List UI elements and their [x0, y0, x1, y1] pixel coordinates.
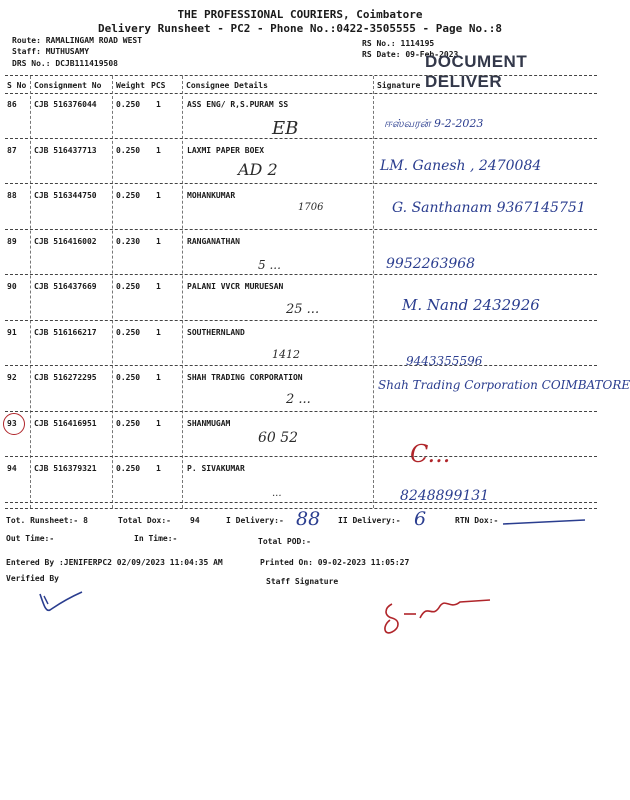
col-consignment: Consignment No — [34, 81, 102, 90]
col-divider — [182, 76, 183, 508]
row-consignee: RANGANATHAN — [187, 236, 240, 246]
row-handwritten-note: ... — [272, 488, 282, 499]
page-title: THE PROFESSIONAL COURIERS, Coimbatore — [177, 8, 423, 21]
row-pcs: 1 — [156, 236, 161, 246]
row-handwritten-note: EB — [272, 118, 299, 139]
row-consignment-no: CJB 516437669 — [34, 282, 97, 291]
row-handwritten-note: 60 52 — [258, 430, 299, 446]
row-pcs: 1 — [156, 191, 161, 200]
row-weight: 0.230 — [116, 236, 141, 246]
col-pcs: PCS — [151, 81, 166, 90]
row-consignment-no: CJB 516344750 — [34, 191, 97, 200]
col-divider — [30, 76, 31, 508]
row-consignee: SHANMUGAM — [187, 418, 231, 428]
out-time-label: Out Time:- — [6, 534, 55, 543]
row-pcs: 1 — [156, 282, 161, 291]
col-divider — [373, 76, 374, 508]
row-weight: 0.250 — [116, 418, 141, 428]
printed-on: Printed On: 09-02-2023 11:05:27 — [260, 558, 410, 567]
row-sno: 86 — [7, 100, 17, 109]
table-header-rule — [5, 93, 597, 94]
col-divider — [112, 76, 113, 508]
row-handwritten-note: 1412 — [272, 348, 300, 361]
row-separator — [5, 411, 597, 412]
row-pcs: 1 — [156, 464, 161, 473]
row-consignment-no: CJB 516437713 — [34, 145, 97, 155]
row-weight: 0.250 — [116, 373, 141, 382]
row-receiver-signature: G. Santhanam 9367145751 — [392, 200, 586, 216]
ii-delivery-label: II Delivery:- — [338, 516, 401, 525]
row-sno: 94 — [7, 464, 17, 473]
row-consignee: LAXMI PAPER BOEX — [187, 145, 265, 155]
row-separator — [5, 183, 597, 184]
row-separator — [5, 320, 597, 321]
rtn-dox-dash-stroke — [500, 516, 590, 530]
row-weight: 0.250 — [116, 100, 141, 109]
row-handwritten-note: 1706 — [298, 202, 324, 213]
row-consignee: P. SIVAKUMAR — [187, 464, 245, 473]
row-receiver-signature: ஈஸ்வரன் 9-2-2023 — [384, 117, 484, 130]
row-receiver-signature: 8248899131 — [400, 488, 490, 504]
i-delivery-handwritten: 88 — [296, 508, 321, 530]
row-consignment-no: CJB 516272295 — [34, 373, 97, 382]
row-sno: 88 — [7, 191, 17, 200]
row-consignment-no: CJB 516166217 — [34, 327, 97, 337]
row-consignee: ASS ENG/ R,S.PURAM SS — [187, 100, 289, 109]
row-consignee: SHAH TRADING CORPORATION — [187, 373, 303, 382]
row-consignee: PALANI VVCR MURUESAN — [187, 282, 284, 291]
col-signature: Signature — [377, 81, 421, 90]
in-time-label: In Time:- — [134, 534, 178, 543]
rtn-dox-label: RTN Dox:- — [455, 516, 499, 525]
row-separator — [5, 274, 597, 275]
total-dox-label: Total Dox:- — [118, 516, 171, 525]
document-delivered-stamp: DOCUMENT DELIVER — [425, 52, 528, 91]
row-sno: 91 — [7, 327, 17, 337]
verifier-signature — [34, 586, 94, 620]
row-sno: 90 — [7, 282, 17, 291]
row-pcs: 1 — [156, 373, 161, 382]
rs-date: RS Date: 09-Feb-2023 — [362, 50, 459, 59]
row-handwritten-note: 5 ... — [258, 258, 281, 272]
row-receiver-signature: 9952263968 — [386, 256, 476, 272]
route-label: Route: RAMALINGAM ROAD WEST — [12, 36, 143, 45]
table-top-rule — [5, 75, 597, 76]
row-pcs: 1 — [156, 145, 161, 155]
staff-signature-label: Staff Signature — [266, 577, 339, 586]
row-separator — [5, 365, 597, 366]
row-receiver-signature: C... — [410, 440, 451, 468]
drs-number: DRS No.: DCJB111419508 — [12, 59, 118, 68]
row-consignment-no: CJB 516379321 — [34, 464, 97, 473]
row-receiver-signature: Shah Trading Corporation COIMBATORE — [378, 378, 630, 392]
tot-runsheet: Tot. Runsheet:- 8 — [6, 516, 88, 525]
row-weight: 0.250 — [116, 464, 141, 473]
row-sno: 92 — [7, 373, 17, 382]
i-delivery-label: I Delivery:- — [226, 516, 284, 525]
page-subtitle: Delivery Runsheet - PC2 - Phone No.:0422-3505555 - Page No.:8 — [98, 22, 502, 35]
highlight-circle — [3, 413, 25, 435]
row-pcs: 1 — [156, 100, 161, 109]
row-weight: 0.250 — [116, 145, 141, 155]
row-handwritten-note: 2 ... — [286, 392, 311, 407]
row-sno: 87 — [7, 145, 17, 155]
row-handwritten-note: 25 ... — [286, 302, 320, 317]
row-separator — [5, 229, 597, 230]
col-sno: S No — [7, 81, 27, 90]
row-receiver-signature: M. Nand 2432926 — [402, 296, 540, 314]
verified-by-label: Verified By — [6, 574, 59, 583]
row-handwritten-note: AD 2 — [238, 160, 278, 179]
row-separator — [5, 502, 597, 503]
row-weight: 0.250 — [116, 282, 141, 291]
staff-signature-mark — [380, 592, 510, 640]
row-receiver-signature: 9443355596 — [406, 354, 483, 368]
col-weight: Weight — [116, 81, 145, 90]
col-consignee: Consignee Details — [186, 81, 268, 90]
row-pcs: 1 — [156, 327, 161, 337]
row-sno: 89 — [7, 236, 17, 246]
row-separator — [5, 456, 597, 457]
row-sno: 93 — [7, 418, 17, 428]
row-separator — [5, 138, 597, 139]
total-dox-value: 94 — [190, 516, 200, 525]
row-pcs: 1 — [156, 418, 161, 428]
row-receiver-signature: LM. Ganesh , 2470084 — [380, 158, 542, 174]
row-consignee: MOHANKUMAR — [187, 191, 236, 200]
staff-label: Staff: MUTHUSAMY — [12, 47, 90, 56]
row-consignment-no: CJB 516376044 — [34, 100, 97, 109]
row-consignee: SOUTHERNLAND — [187, 327, 245, 337]
ii-delivery-handwritten: 6 — [414, 508, 427, 530]
row-weight: 0.250 — [116, 327, 141, 337]
row-consignment-no: CJB 516416951 — [34, 418, 97, 428]
total-pod-label: Total POD:- — [258, 537, 311, 546]
rs-number: RS No.: 1114195 — [362, 39, 435, 48]
entered-by: Entered By :JENIFERPC2 02/09/2023 11:04:35 AM — [6, 558, 223, 567]
row-weight: 0.250 — [116, 191, 141, 200]
row-consignment-no: CJB 516416002 — [34, 236, 97, 246]
